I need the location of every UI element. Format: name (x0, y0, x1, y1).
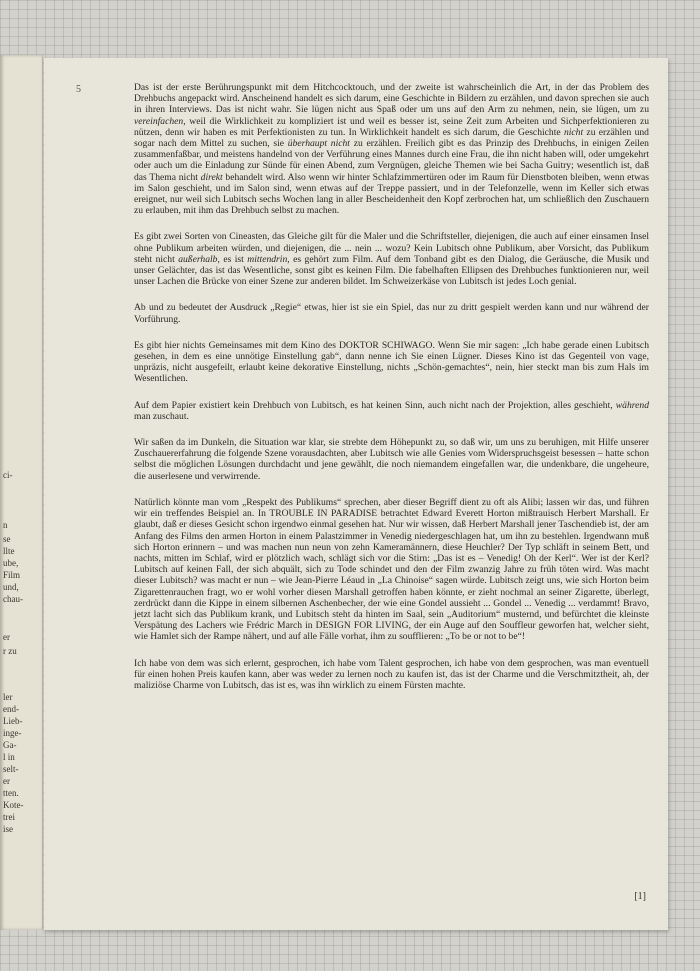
paragraph-1: Das ist der erste Berührungspunkt mit dem Hitchcocktouch, und der zweite ist wahrscheinlich die Art, in der das Problem des Drehbuchs angepackt wird. Anscheinend handelt es sich darum, eine Geschichte in Bildern zu erzählen, und davon sprechen sie auch in ihren Interviews. Das ist nicht wahr. Sie lügen nicht aus Spaß oder um uns auf den Arm zu nehmen, nein, sie lügen, um zu vereinfachen, weil die Wirklichkeit zu kompliziert ist und weil es besser ist, seine Zeit zum Arbeiten und Sichperfektionieren zu nützen, denn wir haben es mit Perfektionisten zu tun. In Wirklichkeit handelt es sich darum, die Geschichte nicht zu erzählen und sogar nach dem Mittel zu suchen, sie überhaupt nicht zu erzählen. Freilich gibt es das Prinzip des Drehbuchs, in einigen Zeilen zusammenfaßbar, und meistens handelnd von der Verführung eines Mannes durch eine Frau, die ihn nicht haben will, oder umgekehrt oder auch um die Einladung zur Sünde für einen Abend, zum Vergnügen, gleiche Themen wie bei Sacha Guitry; wesentlich ist, daß das Thema nicht direkt behandelt wird. Also wenn wir hinter Schlafzimmertüren oder im Raum für Dienstboten bleiben, wenn etwas im Salon geschieht, und im Salon sind, wenn etwas auf der Treppe passiert, und in der Telefonzelle, wenn im Keller sich etwas ereignet, nur weil sich Lubitsch sechs Wochen lang in aller Bescheidenheit den Kopf zerbrochen hat, um schließlich den Zuschauern zu erlauben, mit ihm das Drehbuch selbst zu machen. (134, 82, 649, 217)
left-page-fragment: und, (3, 582, 19, 592)
left-page-fragment: tten. (3, 788, 19, 798)
left-page-fragment: chau- (3, 594, 23, 604)
left-page-fragment: n (3, 520, 8, 530)
left-page-fragment: er (3, 632, 10, 642)
paragraph-8: Ich habe von dem was sich erlernt, gesprochen, ich habe vom Talent gesprochen, ich habe von dem gesprochen, was man eventuell für einen hohen Preis kaufen kann, aber was weder zu lernen noch zu kaufen ist, das ist der Charme und die Verschmitztheit, ah, der maliziöse Charme von Lubitsch, das ist es, was ihn wirklich zu einem Fürsten machte. (134, 657, 649, 691)
left-page-fragment: r zu (3, 646, 17, 656)
left-page-fragment: Film (3, 570, 21, 580)
left-page-fragment: llte (3, 546, 15, 556)
left-page-fragment: l in (3, 752, 15, 762)
left-page-fragment: er (3, 776, 10, 786)
left-page-fragment: selt- (3, 764, 19, 774)
left-page-fragment: inge- (3, 728, 22, 738)
left-page-fragment: ise (3, 824, 13, 834)
paragraph-4: Es gibt hier nichts Gemeinsames mit dem Kino des DOKTOR SCHIWAGO. Wenn Sie mir sagen: „Ich habe gerade einen Lubitsch gesehen, in dem es eine unnötige Einstellung gab“, dann nenne ich Sie einen Lügner. Dieses Kino ist das Gegenteil von vage, unpräzis, nicht ausgefeilt, erlaubt keine dekorative Einstellung, nichts „Schön-gemachtes“, nein, hier steckt man bis zum Hals im Wesentlichen. (134, 339, 649, 385)
book-page (44, 58, 668, 930)
left-page-fragment: Lieb- (3, 716, 23, 726)
paragraph-3: Ab und zu bedeutet der Ausdruck „Regie“ etwas, hier ist sie ein Spiel, das nur zu dritt gespielt werden kann und nur während der Vorführung. (134, 302, 649, 325)
left-page-fragment: ube, (3, 558, 19, 568)
left-page-edge (0, 55, 43, 930)
page-text (134, 82, 649, 706)
left-page-fragment: trei (3, 812, 15, 822)
left-page-fragment: Ga- (3, 740, 17, 750)
paragraph-2: Es gibt zwei Sorten von Cineasten, das Gleiche gilt für die Maler und die Schriftsteller, diejenigen, die auch auf einer einsamen Insel ohne Publikum arbeiten würden, und diejenigen, die ... nein ... wozu? Kein Lubitsch ohne Publikum, aber Vorsicht, das Publikum steht nicht außerhalb, es ist mittendrin, es gehört zum Film. Auf dem Tonband gibt es den Dialog, die Geräusche, die Musik und unser Gelächter, das ist das Wesentliche, sonst gibt es keinen Film. Die fabelhaften Ellipsen des Drehbuches funktionieren nur, weil unser Lachen die Brücke von einer Szene zur anderen bildet. Im Schweizerkäse von Lubitsch ist jedes Loch genial. (134, 231, 649, 288)
left-page-fragment: ler (3, 692, 13, 702)
left-page-fragment: Kote- (3, 800, 24, 810)
left-page-fragment: ci- (3, 470, 13, 480)
page-number-bottom: [1] (634, 891, 646, 902)
paragraph-7: Natürlich könnte man vom „Respekt des Publikums“ sprechen, aber dieser Begriff dient zu oft als Alibi; lassen wir das, und führen wir ein treffendes Beispiel an. In TROUBLE IN PARADISE betrachtet Edward Everett Horton mißtrauisch Herbert Marshall. Er glaubt, daß er dieses Gesicht schon irgendwo einmal gesehen hat. Nur wir wissen, daß Herbert Marshall jener Taschendieb ist, der am Anfang des Films den armen Horton in einem Palastzimmer in Venedig niedergeschlagen hat, um ihn zu bestehlen. Irgendwann muß sich Horton erinnern – und was machen nun neun von zehn Kameramännern, diese Heuchler? Der Typ schläft in seinem Bett, und nachts, mitten im Schlaf, wird er plötzlich wach, schlägt sich vor die Stirn: „Das ist es – Venedig! Oh der Kerl“. Wer ist der Kerl? Lubitsch auf keinen Fall, der sich abquält, sich zu Tode schindet und den der Film zwanzig Jahre zu früh töten wird. Was macht dieser Lubitsch? was macht er nun – wie Jean-Pierre Léaud in „La Chinoise“ sagen würde. Lubitsch zeigt uns, wie sich Horton beim Zigarettenrauchen fragt, wo er wohl vorher diesen Marshall getroffen haben könnte, er zieht nochmal an seiner Zigarette, überlegt, zerdrückt dann die Kippe in einem silbernen Aschenbecher, der wie eine Gondel aussieht ... Gondel ... Venedig ... verdammt! Bravo, jetzt lacht sich das Publikum krank, und Lubitsch steht da hinten im Saal, sein „Auditorium“ musternd, und befürchtet die kleinste Verspätung des Lachers wie Frédric March in DESIGN FOR LIVING, der ein Auge auf den Souffleur geworfen hat, welcher sieht, wie Hamlet sich der Rampe nähert, und auf alle Fälle vorhat, ihm zu soufflieren: „To be or not to be“! (134, 496, 649, 643)
page-number-top: 5 (76, 84, 81, 95)
paragraph-5: Auf dem Papier existiert kein Drehbuch von Lubitsch, es hat keinen Sinn, auch nicht nach der Projektion, alles geschieht, während man zuschaut. (134, 399, 649, 422)
left-page-fragment: end- (3, 704, 19, 714)
paragraph-6: Wir saßen da im Dunkeln, die Situation war klar, sie strebte dem Höhepunkt zu, so daß wir, um uns zu beruhigen, mit Hilfe unserer Zuschauererfahrung die folgende Szene vorausdachten, aber Lubitsch wie alle Genies vom Widerspruchsgeist besessen – hatte schon selbst die möglichen Lösungen durchdacht und jene gewählt, die noch niemandem eingefallen war, die undenkbare, die ungeheure, die auserlesene und verwirrende. (134, 437, 649, 482)
left-page-fragment: se (3, 534, 11, 544)
